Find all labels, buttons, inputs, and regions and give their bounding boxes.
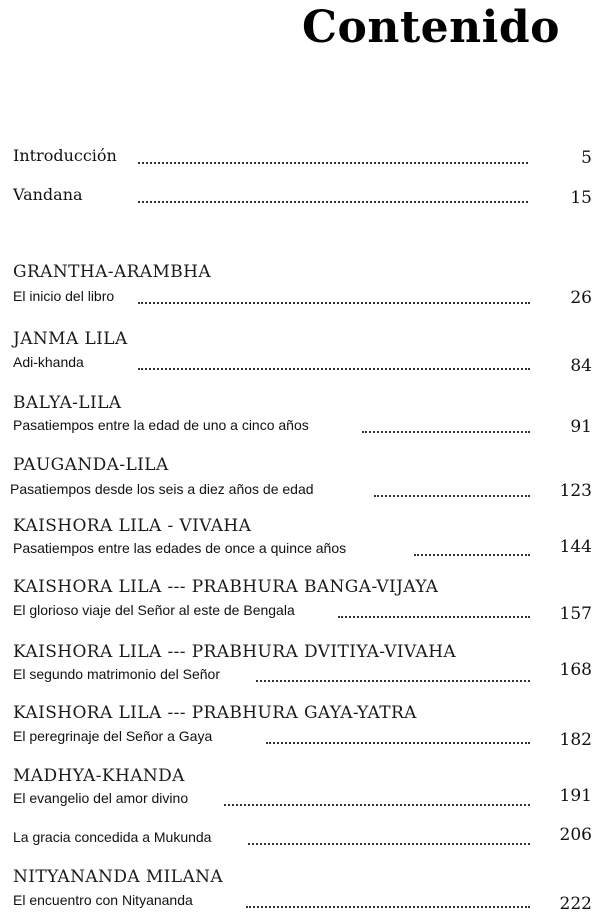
toc-entry-introduccion[interactable]	[0, 146, 600, 168]
toc-entry-label: Introducción	[13, 146, 117, 165]
page-title: Contenido	[302, 2, 560, 53]
dot-leader	[138, 368, 530, 370]
toc-page-number: 91	[570, 417, 592, 437]
toc-entry-label: El peregrinaje del Señor a Gaya	[13, 728, 213, 744]
toc-entry[interactable]	[0, 417, 600, 439]
toc-page-number: 206	[559, 825, 592, 845]
section-heading: KAISHORA LILA --- PRABHURA GAYA-YATRA	[13, 703, 417, 723]
toc-entry-label: Pasatiempos entre las edades de once a quince años	[13, 540, 347, 556]
dot-leader	[362, 431, 530, 433]
section-heading: PAUGANDA-LILA	[13, 455, 169, 475]
section-heading: KAISHORA LILA - VIVAHA	[13, 516, 252, 536]
dot-leader	[338, 616, 530, 618]
section-heading: MADHYA-KHANDA	[13, 766, 185, 786]
toc-page-number: 222	[559, 894, 592, 914]
toc-page-number: 84	[570, 356, 592, 376]
toc-entry-label: Pasatiempos entre la edad de uno a cinco años	[13, 417, 309, 433]
dot-leader	[256, 680, 530, 682]
toc-entry-label: El evangelio del amor divino	[13, 790, 189, 806]
toc-entry[interactable]	[0, 481, 600, 503]
dot-leader	[266, 742, 530, 744]
section-heading: NITYANANDA MILANA	[13, 867, 224, 887]
toc-page-number: 191	[559, 786, 592, 806]
toc-entry-vandana[interactable]	[0, 185, 600, 207]
toc-entry-label: El glorioso viaje del Señor al este de Bengala	[13, 602, 295, 618]
toc-page-number: 157	[559, 604, 592, 624]
toc-entry[interactable]	[0, 728, 600, 750]
toc-entry[interactable]	[0, 537, 600, 562]
toc-page-number: 15	[570, 188, 592, 208]
section-heading: KAISHORA LILA --- PRABHURA BANGA-VIJAYA	[13, 577, 439, 597]
toc-entry[interactable]	[0, 602, 600, 624]
toc-entry[interactable]	[0, 892, 600, 914]
toc-entry-label: El encuentro con Nityananda	[13, 892, 193, 908]
toc-page-number: 5	[581, 148, 592, 168]
dot-leader	[138, 201, 528, 203]
toc-entry[interactable]	[0, 825, 600, 851]
toc-page-number: 144	[559, 537, 592, 557]
toc-entry-label: La gracia concedida a Mukunda	[13, 829, 212, 845]
toc-entry-label: El segundo matrimonio del Señor	[13, 666, 221, 682]
toc-entry[interactable]	[0, 288, 600, 310]
toc-entry[interactable]	[0, 354, 600, 376]
section-heading: BALYA-LILA	[13, 393, 122, 413]
dot-leader	[246, 906, 530, 908]
section-heading: JANMA LILA	[13, 329, 128, 349]
dot-leader	[224, 804, 530, 806]
toc-entry-label: Pasatiempos desde los seis a diez años de edad	[10, 481, 314, 497]
dot-leader	[374, 495, 530, 497]
dot-leader	[138, 162, 528, 164]
toc-entry[interactable]	[0, 786, 600, 812]
toc-page-number: 168	[559, 660, 592, 680]
dot-leader	[414, 554, 530, 556]
toc-entry-label: El inicio del libro	[13, 288, 115, 304]
toc-entry-label: Adi-khanda	[13, 354, 84, 370]
dot-leader	[138, 302, 530, 304]
toc-page-number: 123	[559, 481, 592, 501]
section-heading: GRANTHA-ARAMBHA	[13, 262, 212, 282]
toc-page-number: 26	[570, 288, 592, 308]
toc-page-number: 182	[559, 730, 592, 750]
toc-entry[interactable]	[0, 660, 600, 688]
dot-leader	[248, 843, 530, 845]
section-heading: KAISHORA LILA --- PRABHURA DVITIYA-VIVAHA	[13, 642, 457, 662]
toc-entry-label: Vandana	[13, 185, 83, 204]
